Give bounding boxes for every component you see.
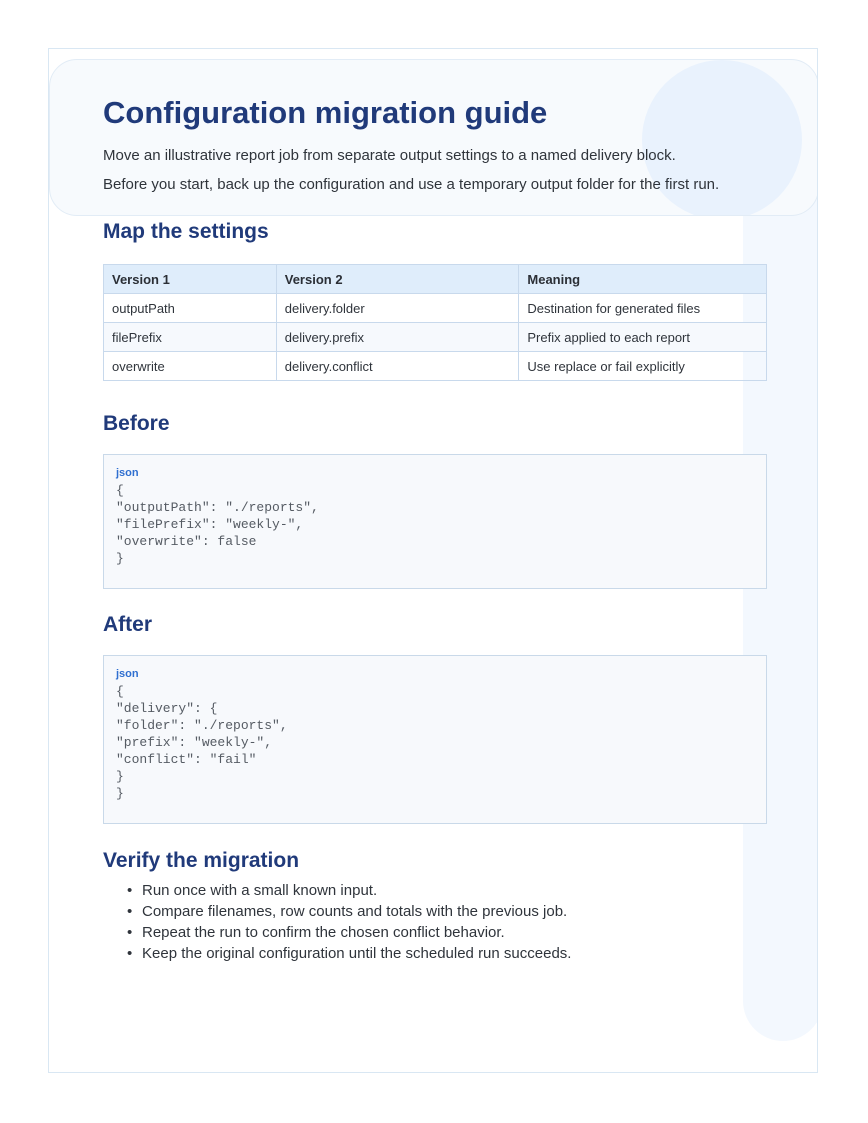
table-cell: delivery.conflict — [276, 352, 519, 381]
verify-heading: Verify the migration — [103, 849, 300, 872]
code-line: "outputPath": "./reports", — [116, 500, 319, 515]
table-cell: filePrefix — [104, 323, 277, 352]
code-language-label: json — [116, 467, 139, 479]
column-header-version-1: Version 1 — [104, 265, 277, 294]
code-line: "prefix": "weekly-", — [116, 735, 273, 750]
table-row — [104, 352, 767, 381]
table-row — [104, 294, 767, 323]
code-line: "conflict": "fail" — [116, 752, 257, 767]
table-row — [104, 323, 767, 352]
column-header-meaning: Meaning — [519, 265, 767, 294]
list-item — [127, 880, 571, 901]
bullet-marker: • — [127, 882, 133, 899]
table-header-row — [104, 265, 767, 294]
list-item-text: Run once with a small known input. — [142, 882, 378, 899]
map-settings-heading: Map the settings — [103, 220, 269, 243]
code-line: "delivery": { — [116, 701, 218, 716]
code-line: { — [116, 684, 124, 699]
table-cell: Destination for generated files — [519, 294, 767, 323]
code-language-label: json — [116, 668, 139, 680]
table-cell: outputPath — [104, 294, 277, 323]
column-header-version-2: Version 2 — [276, 265, 519, 294]
list-item — [127, 922, 571, 943]
list-item-text: Keep the original configuration until the scheduled run succeeds. — [142, 945, 572, 962]
code-line: "overwrite": false — [116, 534, 257, 549]
intro-line-1: Move an illustrative report job from separate output settings to a named delivery block. — [103, 147, 676, 164]
list-item — [127, 943, 571, 964]
after-heading: After — [103, 613, 153, 636]
after-code-block — [103, 655, 767, 824]
code-line: } — [116, 551, 124, 566]
list-item — [127, 901, 571, 922]
bullet-marker: • — [127, 903, 133, 920]
document-page — [48, 48, 818, 1073]
code-line: } — [116, 769, 124, 784]
table-cell: delivery.folder — [276, 294, 519, 323]
table-cell: delivery.prefix — [276, 323, 519, 352]
table-cell: Prefix applied to each report — [519, 323, 767, 352]
bullet-marker: • — [127, 945, 133, 962]
code-line: "filePrefix": "weekly-", — [116, 517, 304, 532]
before-heading: Before — [103, 412, 170, 435]
code-line: } — [116, 786, 124, 801]
intro-line-2: Before you start, back up the configuration and use a temporary output folder for the first run. — [103, 176, 720, 193]
before-code-block — [103, 454, 767, 589]
verification-checklist — [127, 880, 571, 964]
settings-map-table — [103, 264, 767, 381]
code-line: { — [116, 483, 124, 498]
list-item-text: Compare filenames, row counts and totals with the previous job. — [142, 903, 568, 920]
bullet-marker: • — [127, 924, 133, 941]
page-title: Configuration migration guide — [103, 95, 548, 130]
code-line: "folder": "./reports", — [116, 718, 288, 733]
list-item-text: Repeat the run to confirm the chosen conflict behavior. — [142, 924, 505, 941]
table-cell: overwrite — [104, 352, 277, 381]
table-cell: Use replace or fail explicitly — [519, 352, 767, 381]
